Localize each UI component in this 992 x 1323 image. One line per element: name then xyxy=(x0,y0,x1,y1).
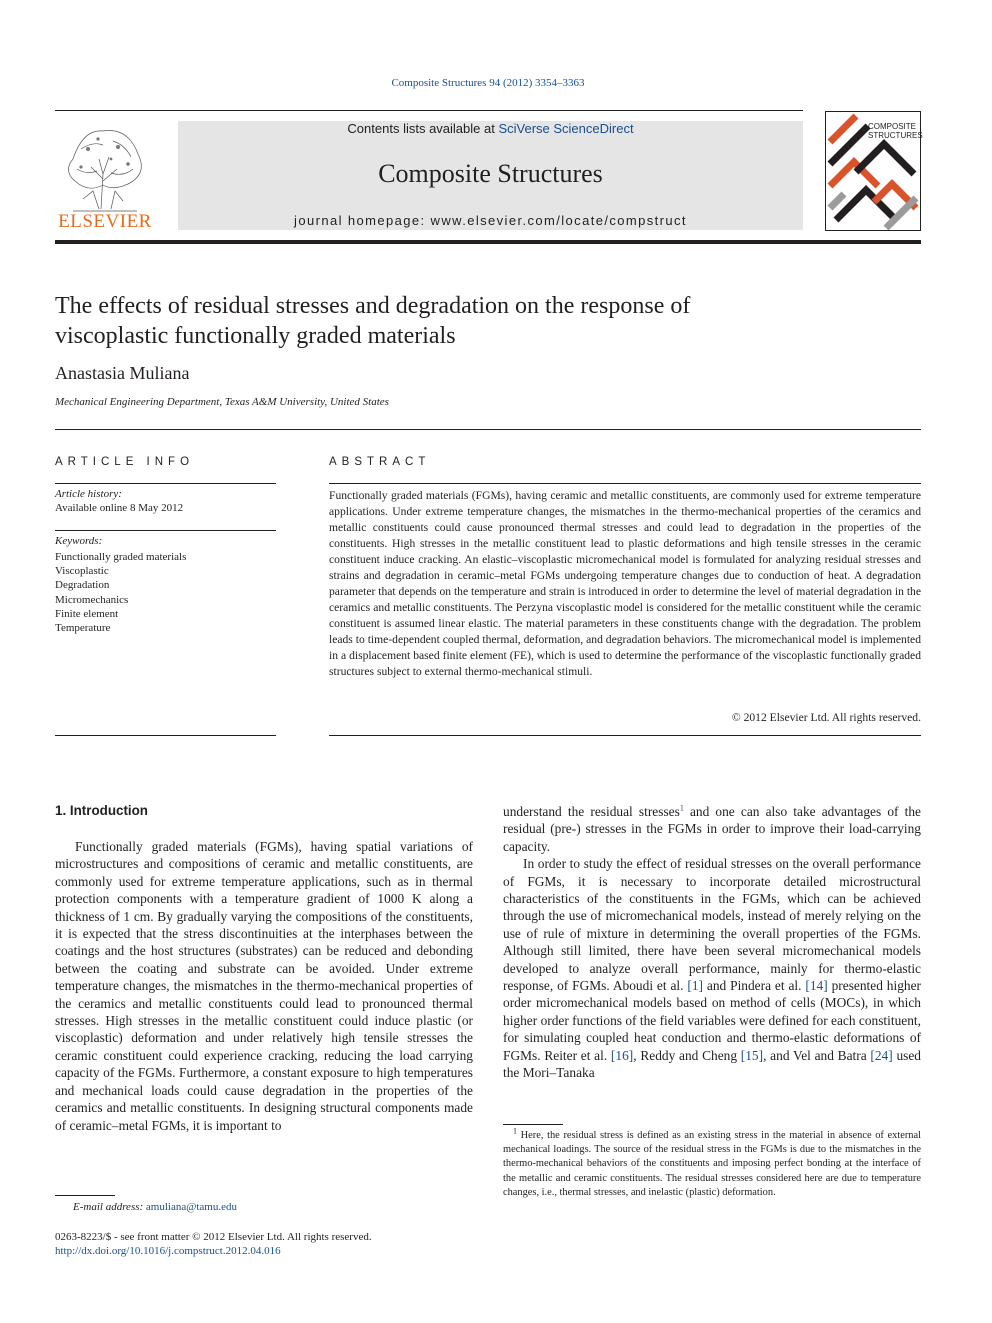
para-text: understand the residual stresses xyxy=(503,804,680,819)
email-label: E-mail address: xyxy=(73,1201,144,1213)
para-text: presented higher order micromechanical models based on method of cells (MOCs), in which higher order functions of the field variables were defined for each constituent, for simulating coupled heat conduction and thermo-elastic deformations of FGMs. Reiter et al. xyxy=(503,978,921,1063)
keyword-item: Micromechanics xyxy=(55,593,129,606)
doi-link[interactable]: http://dx.doi.org/10.1016/j.compstruct.2012.04.016 xyxy=(55,1245,281,1257)
journal-name: Composite Structures xyxy=(378,159,603,188)
keywords-list xyxy=(55,550,186,635)
keywords-rule xyxy=(55,530,276,531)
elsevier-wordmark: ELSEVIER xyxy=(58,211,152,232)
history-value: Available online 8 May 2012 xyxy=(55,502,184,514)
journal-citation[interactable]: Composite Structures 94 (2012) 3354–3363 xyxy=(391,77,585,89)
abstract-rule xyxy=(329,483,921,484)
issn-line: 0263-8223/$ - see front matter © 2012 Elsevier Ltd. All rights reserved. xyxy=(55,1231,372,1243)
footnote-text: Here, the residual stress is defined as an existing stress in the material in absence of external mechanical loadings. The source of the residual stress in the FGMs is due to the mismatches in the thermo-mechanical behaviors of the constituents and imposing perfect bonding at the interface of the metallic and ceramic constituents. The residual stresses considered here are due to temperature changes, i.e., thermal stresses, and inelastic (plastic) deformation. xyxy=(503,1130,921,1198)
keyword-item: Finite element xyxy=(55,607,119,620)
body-left-column xyxy=(55,838,473,1134)
reference-link[interactable]: [24] xyxy=(870,1047,893,1063)
para-text: , and Vel and Batra xyxy=(763,1047,871,1063)
article-info-bottom-rule xyxy=(55,735,276,736)
reference-link[interactable]: [15] xyxy=(740,1047,764,1063)
para-text: used the Mori–Tanaka xyxy=(503,1047,921,1081)
article-info-rule xyxy=(55,483,276,484)
footnote-number: 1 xyxy=(513,1126,517,1136)
history-label: Article history: xyxy=(55,488,122,500)
journal-banner xyxy=(178,121,803,230)
footnote-marker[interactable]: 1 xyxy=(679,803,684,813)
reference-link[interactable]: [1] xyxy=(687,978,704,994)
keywords-label: Keywords: xyxy=(55,535,103,547)
keyword-item: Temperature xyxy=(55,622,111,635)
info-rule xyxy=(55,429,921,430)
cover-title xyxy=(868,122,923,140)
abstract-text: Functionally graded materials (FGMs), having ceramic and metallic constituents, are commonly used for extreme temperature applications. Under extreme temperature changes, the mismatches in the thermo-mechanical properties of the ceramics and metallic constituents could cause pronounced thermal stresses and could lead to degradation in the properties of the constituents. High stresses in the metallic constituent lead to plastic deformations and high tensile stresses in the ceramic constituent induce cracking. An elastic–viscoplastic micromechanical model is formulated for analyzing residual stresses and strains and degradation in ceramic–metal FGMs undergoing temperature changes due to conduction of heat. A degradation parameter that depends on the temperature and strain is introduced in order to determine the level of material degradation in the ceramics and metallic constituents. The Perzyna viscoplastic model is considered for the metallic constituent while the ceramic constituent is assumed linear elastic. The material parameters in these constituents change with the degradation. The problem leads to time-dependent coupled thermal, deformation, and degradation behaviors. The micromechanical model is implemented in a displacement based finite element (FE), which is used to determine the performance of the viscoplastic functionally graded structures subject to external thermo-mechanical stimuli. xyxy=(329,489,921,678)
contents-line xyxy=(178,121,803,136)
footnote-1 xyxy=(503,1126,921,1200)
abstract-copyright: © 2012 Elsevier Ltd. All rights reserved. xyxy=(731,711,921,724)
cover-title-line2: STRUCTURES xyxy=(868,131,923,140)
body-right-column xyxy=(503,803,921,1082)
journal-homepage xyxy=(178,213,803,228)
para-text: and one can also take advantages of the residual (pre-) stresses in the FGMs in order to improve their load-carrying capacity. xyxy=(503,804,921,854)
email-footnote xyxy=(73,1201,237,1213)
footnote-rule xyxy=(503,1124,563,1125)
cover-title-line1: COMPOSITE xyxy=(868,122,917,131)
reference-link[interactable]: [14] xyxy=(805,978,828,994)
para-text: In order to study the effect of residual stresses on the overall performance of FGMs, it is necessary to incorporate detailed microstructural characteristics of the constituents in the FGMs, which can be achieved through the use of micromechanical models, instead of merely relying on the use of rule of mixture in determining the overall properties of the FGMs. Although still limited, there have been several micromechanical models developed to analyze overall performance, mainly for thermo-elastic response, of FGMs. Aboudi et al. xyxy=(503,856,921,994)
abstract-bottom-rule xyxy=(329,735,921,736)
para-text: , Reddy and Cheng xyxy=(633,1047,741,1063)
homepage-prefix: journal homepage: xyxy=(294,213,431,228)
sciencedirect-link[interactable]: SciVerse ScienceDirect xyxy=(498,121,634,136)
intro-paragraph: Functionally graded materials (FGMs), having spatial variations of microstructures and compositions of ceramic and metallic constituents, are commonly used for extreme temperature applications, such as in thermal protection components with a temperature gradient of 1000 K along a thickness of 1 cm. By gradually varying the compositions of the constituents, it is expected that the stress discontinuities at the interphases between the coatings and the host structures (substrates) can be reduced and debonding between the coating and substrate can be avoided. Under extreme temperature changes, the mismatches in the thermo-mechanical properties of the ceramics and metallic constituents could lead to pronounced thermal stresses. High stresses in the metallic constituent could induce plastic (or viscoplastic) deformation and under relatively high tensile stresses the ceramic constituent could experience cracking, reducing the load carrying capacity of the FGMs. Furthermore, a constant exposure to high temperatures and mechanical loads could cause degradation in the properties of the ceramics and metallic constituents. In designing structural components made of ceramic–metal FGMs, it is important to xyxy=(55,839,473,1133)
article-title: The effects of residual stresses and degradation on the response of viscoplastic functionally graded materials xyxy=(55,293,691,349)
intro-paragraph-cont xyxy=(503,803,921,855)
article-author[interactable]: Anastasia Muliana xyxy=(55,363,190,383)
keyword-item: Degradation xyxy=(55,579,110,592)
article-info-heading: ARTICLE INFO xyxy=(55,456,195,468)
header-thick-rule xyxy=(55,240,921,244)
header-rule xyxy=(55,110,803,111)
para-text: and Pindera et al. xyxy=(703,978,806,994)
contents-prefix: Contents lists available at xyxy=(347,121,499,136)
introduction-heading: 1. Introduction xyxy=(55,803,148,818)
homepage-link[interactable]: www.elsevier.com/locate/compstruct xyxy=(430,213,687,228)
email-link[interactable]: amuliana@tamu.edu xyxy=(145,1201,237,1213)
keyword-item: Viscoplastic xyxy=(55,565,109,578)
author-affiliation: Mechanical Engineering Department, Texas A&M University, United States xyxy=(55,396,389,408)
intro-paragraph-2 xyxy=(503,855,921,1081)
reference-link[interactable]: [16] xyxy=(610,1047,634,1063)
abstract-heading: ABSTRACT xyxy=(329,456,431,468)
email-rule xyxy=(55,1195,115,1196)
keyword-item: Functionally graded materials xyxy=(55,551,187,563)
